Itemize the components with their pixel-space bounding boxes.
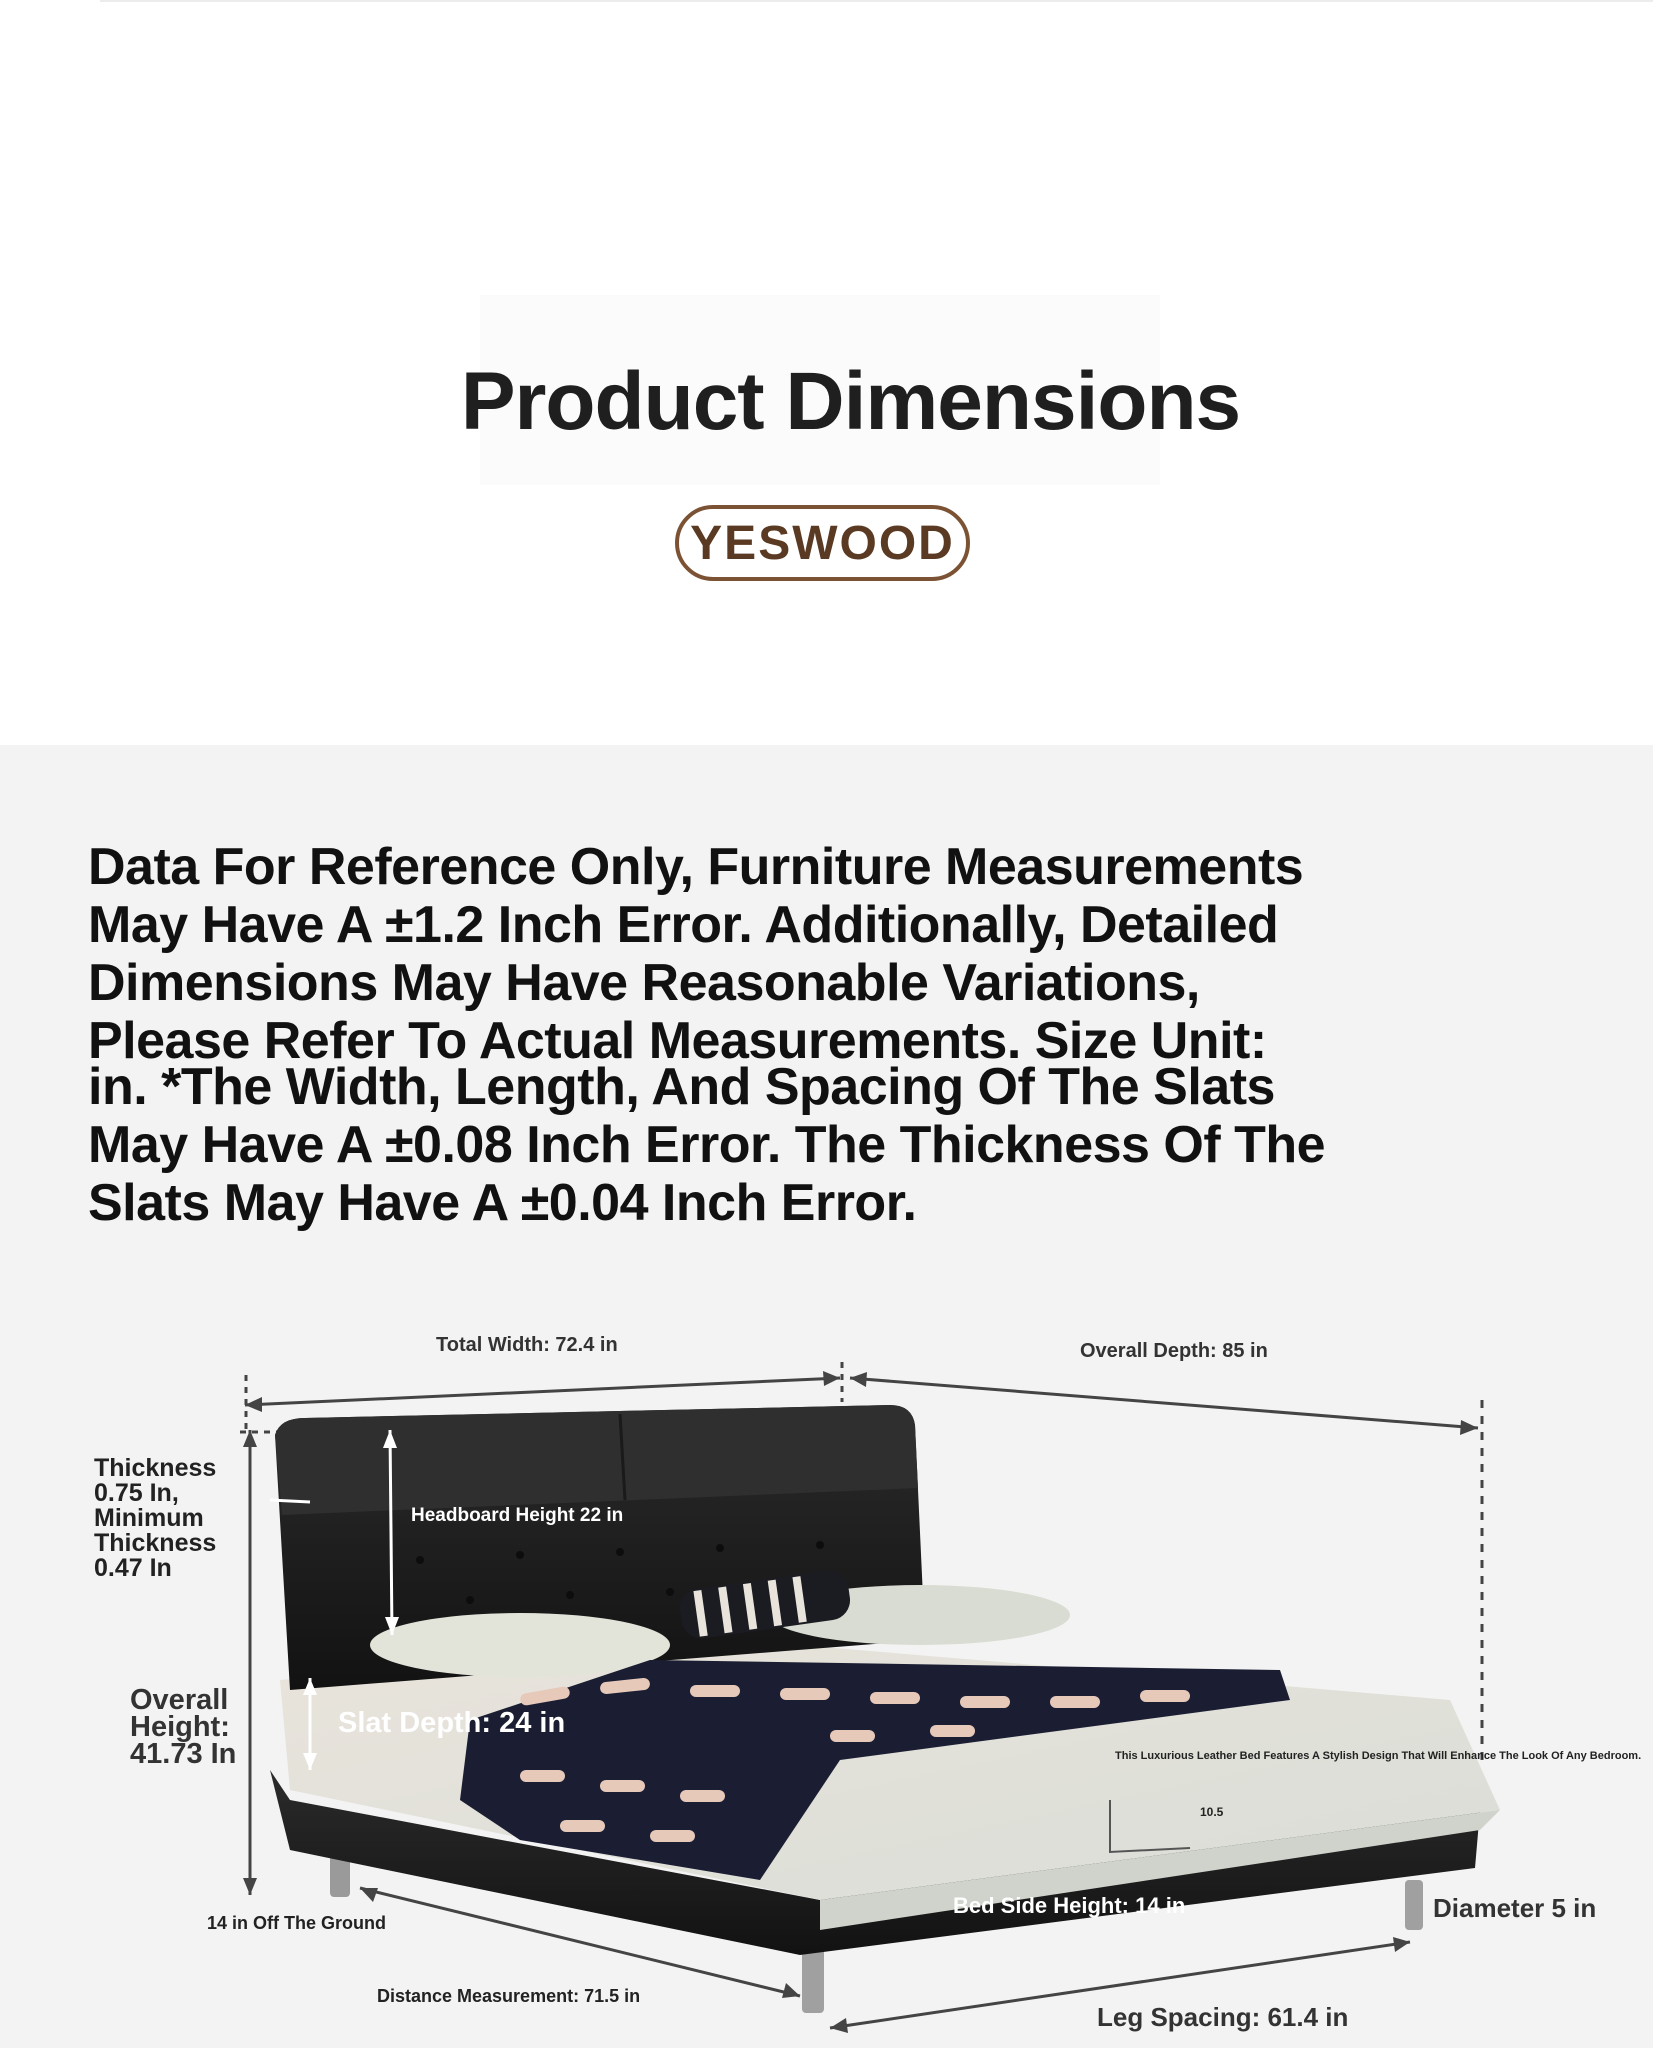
feature-note: This Luxurious Leather Bed Features A Stylish Design That Will Enhance The Look Of Any Bedroom.	[1115, 1750, 1642, 1762]
measurement-notice	[88, 838, 1338, 1232]
headboard-height-label: Headboard Height 22 in	[411, 1505, 624, 1526]
top-divider	[100, 0, 1653, 2]
overall-height-label: Overall Height: 41.73 In	[130, 1684, 237, 1770]
bed-side-height-label: Bed Side Height: 14 in	[953, 1893, 1186, 1918]
leg-spacing-label: Leg Spacing: 61.4 in	[1097, 2002, 1349, 2032]
distance-measurement-label: Distance Measurement: 71.5 in	[377, 1986, 641, 2006]
bed-illustration	[0, 1300, 1653, 2048]
notice-paragraph-1: Data For Reference Only, Furniture Measurements May Have A ±1.2 Inch Error. Additionally, Detailed Dimensions May Have Reasonable Variations, Please Refer To Actual Measurements. Size Unit:	[88, 838, 1304, 1070]
brand-logo: YESWOOD	[675, 505, 970, 581]
overall-depth-label: Overall Depth: 85 in	[1080, 1340, 1268, 1362]
total-width-label: Total Width: 72.4 in	[436, 1334, 618, 1356]
off-ground-label: 14 in Off The Ground	[207, 1913, 386, 1933]
small-measure-label: 10.5	[1200, 1805, 1224, 1819]
page-title: Product Dimensions	[460, 356, 1241, 447]
hero-section	[0, 0, 1653, 745]
thickness-label: Thickness 0.75 In, Minimum Thickness 0.47 In	[94, 1454, 217, 1582]
slat-depth-label: Slat Depth: 24 in	[338, 1707, 566, 1739]
notice-paragraph-2: in. *The Width, Length, And Spacing Of The Slats May Have A ±0.08 Inch Error. The Thickness Of The Slats May Have A ±0.04 Inch Error.	[88, 1058, 1326, 1232]
diameter-label: Diameter 5 in	[1433, 1893, 1597, 1923]
